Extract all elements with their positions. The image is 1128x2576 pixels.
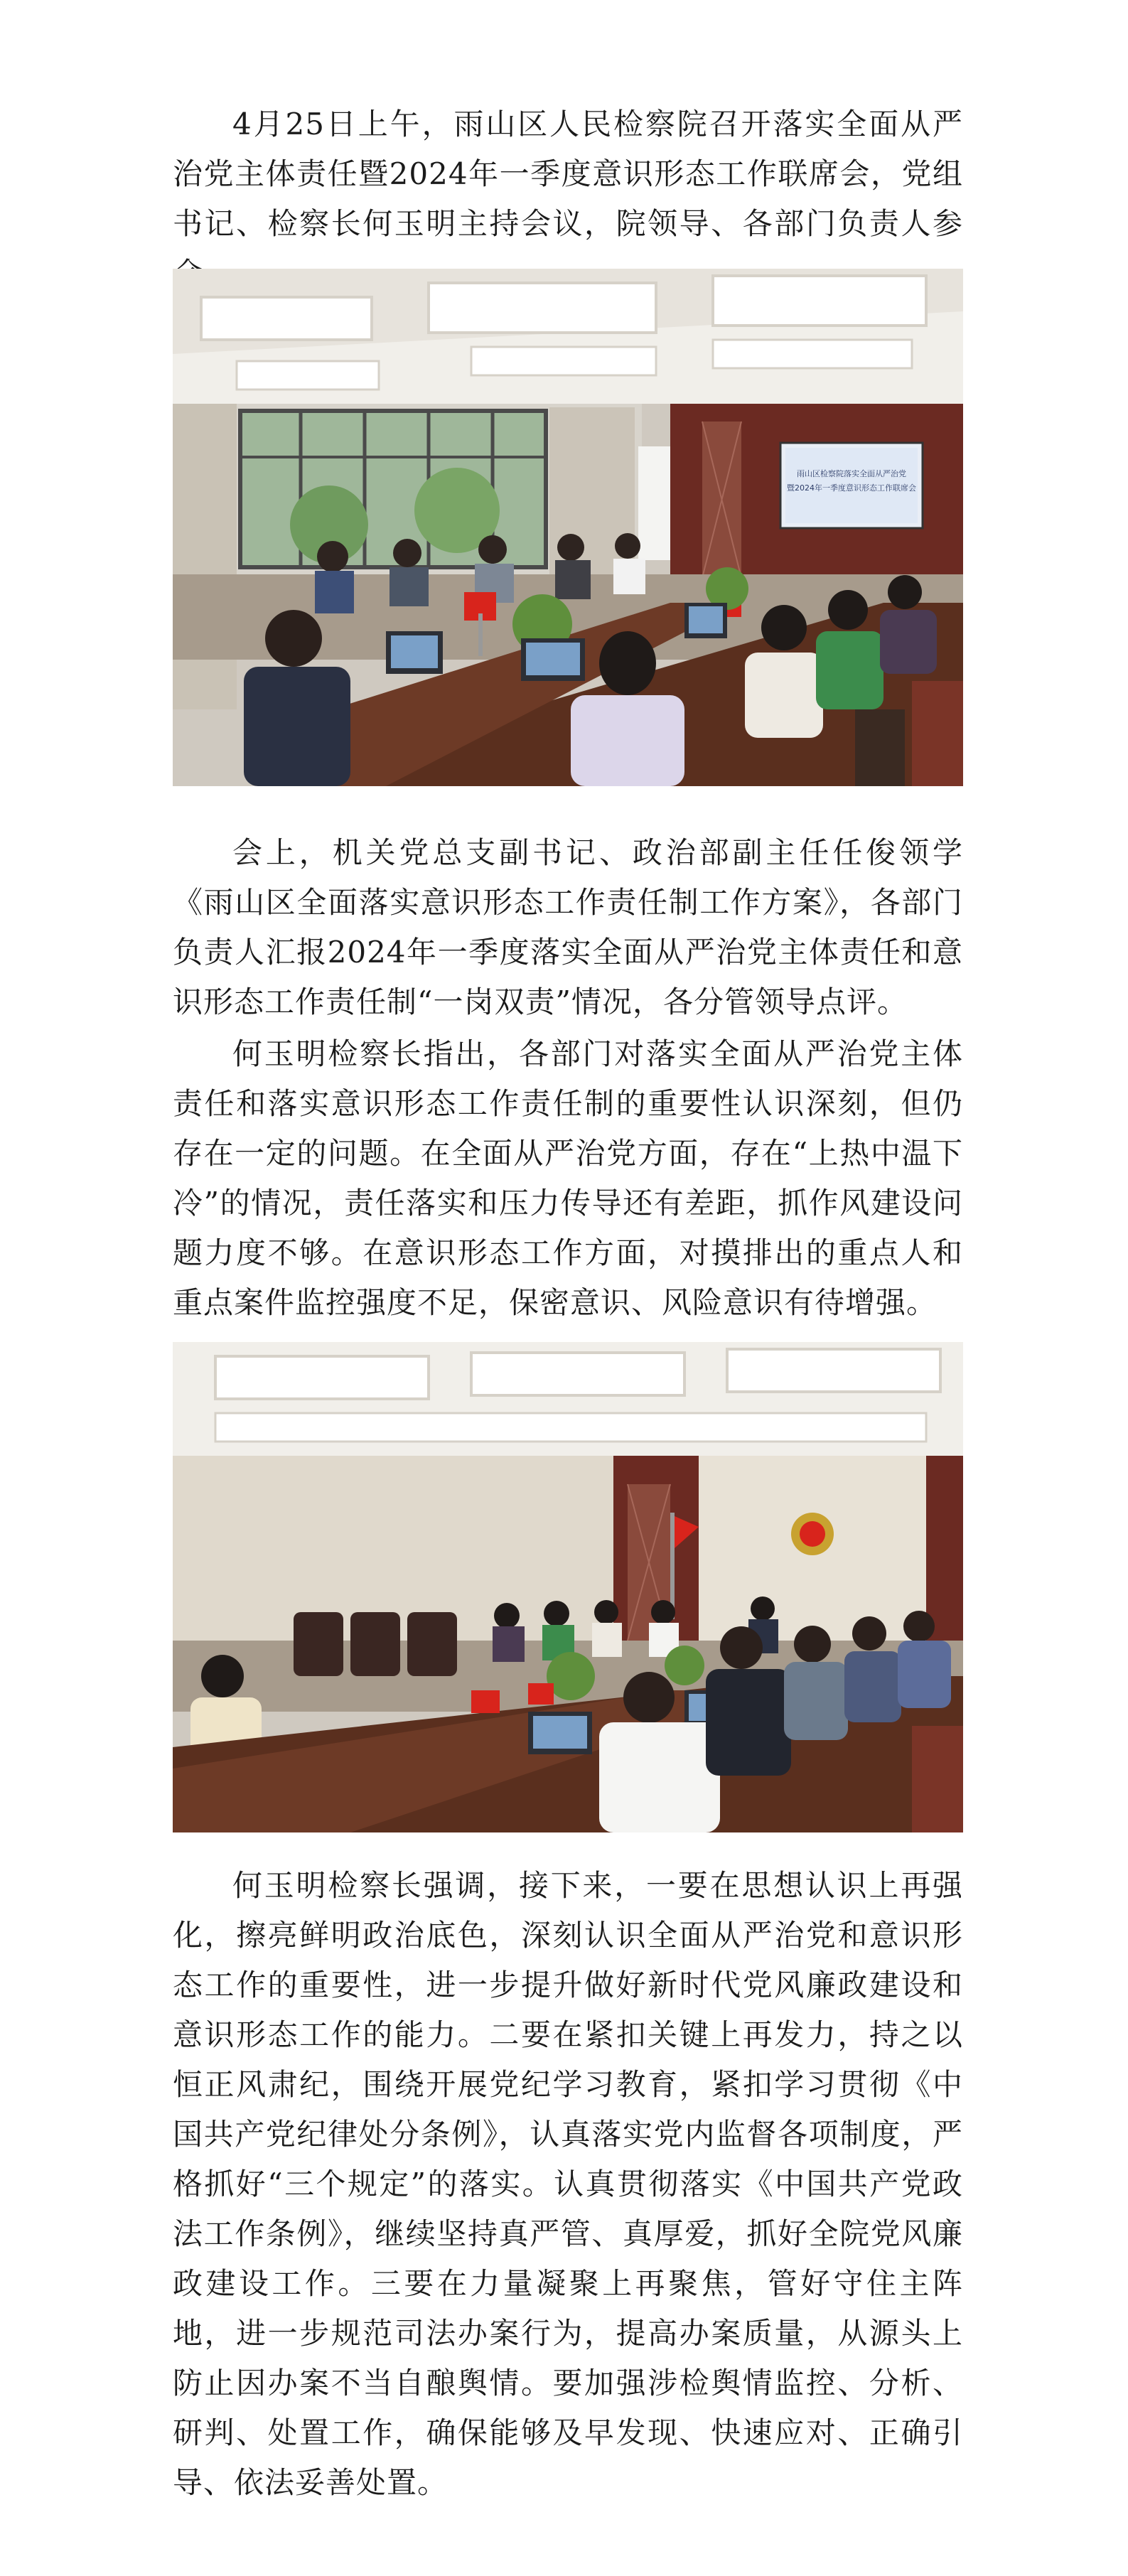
article-paragraph-3: 何玉明检察长指出，各部门对落实全面从严治党主体责任和落实意识形态工作责任制的重要性认识深刻，但仍存在一定的问题。在全面从严治党方面，存在“上热中温下冷”的情况，责任落实和压力传导还有差距，抓作风建设问题力度不够。在意识形态工作方面，对摸排出的重点人和重点案件监控强度不足，保密意识、风险意识有待增强。 <box>173 1036 963 1320</box>
article-paragraph-1: 4月25日上午，雨山区人民检察院召开落实全面从严治党主体责任暨2024年一季度意识形态工作联席会，党组书记、检察长何玉明主持会议，院领导、各部门负责人参 <box>173 107 963 241</box>
screen-line-1: 雨山区检察院落实全面从严治党 <box>797 469 906 478</box>
meeting-room-illustration-2 <box>173 1342 963 1832</box>
meeting-photo-2 <box>173 1342 963 1832</box>
screen-line-2: 暨2024年一季度意识形态工作联席会 <box>787 483 916 493</box>
meeting-room-illustration-1 <box>173 269 963 786</box>
article-paragraph-2: 会上，机关党总支副书记、政治部副主任任俊领学《雨山区全面落实意识形态工作责任制工作方案》，各部门负责人汇报2024年一季度落实全面从严治党主体责任和意识形态工作责任制“一岗双责”情况，各分管领导点评。 <box>173 835 963 1019</box>
article-paragraph-4: 何玉明检察长强调，接下来，一要在思想认识上再强化，擦亮鲜明政治底色，深刻认识全面从严治党和意识形态工作的重要性，进一步提升做好新时代党风廉政建设和意识形态工作的能力。二要在紧扣关键上再发力，持之以恒正风肃纪，围绕开展党纪学习教育，紧扣学习贯彻《中国共产党纪律处分条例》，认真落实党内监督各项制度，严格抓好“三个规定”的落实。认真贯彻落实《中国共产党政法工作条例》，继续坚持真严管、真厚爱，抓好全院党风廉政建设工作。三要在力量凝聚上再聚焦，管好守住主阵地，进一步规范司法办案行为，提高办案质量，从源头上防止因办案不当自酿舆情。要加强涉检舆情监控、分析、研判、处置工作，确保能够及早发现、快速应对、正确引导、依法妥善处置。 <box>173 1868 963 2500</box>
meeting-photo-1 <box>173 269 963 786</box>
